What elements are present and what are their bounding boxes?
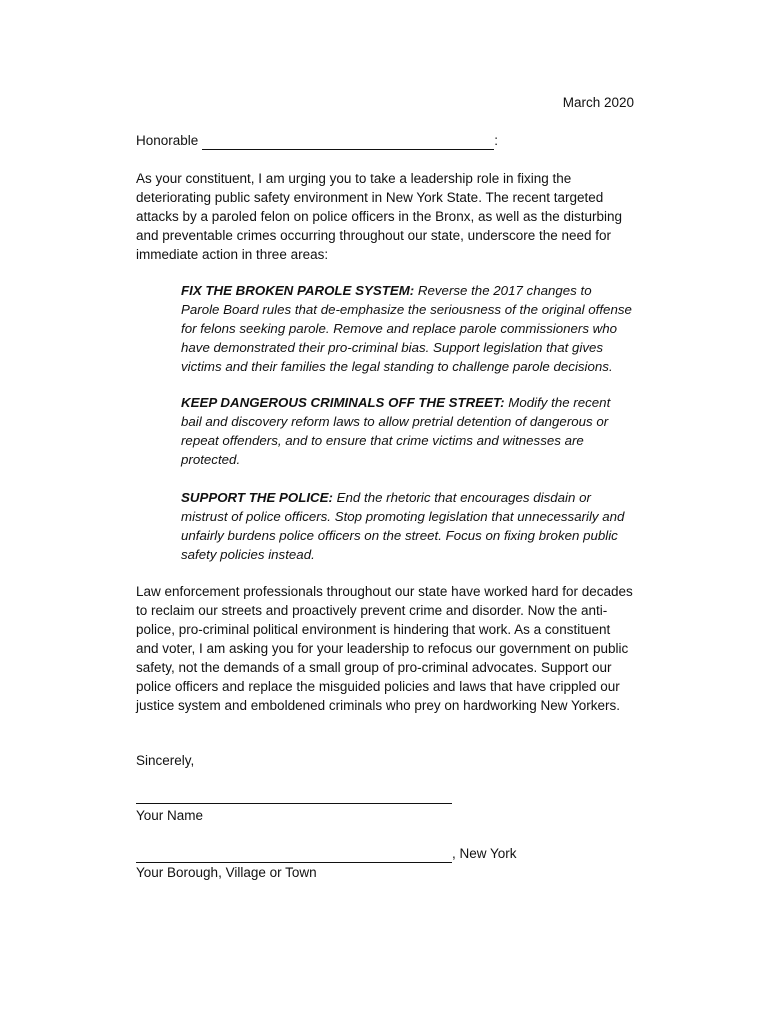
demand-heading: FIX THE BROKEN PAROLE SYSTEM: — [181, 283, 415, 298]
name-signature-line[interactable] — [136, 803, 452, 804]
demand-item-criminals — [181, 393, 633, 469]
salutation-prefix: Honorable — [136, 133, 199, 148]
sign-off: Sincerely, — [136, 753, 195, 768]
town-label: Your Borough, Village or Town — [136, 865, 317, 880]
demand-text: Modify the recent bail and discovery reform laws to allow pretrial detention of dangerous or repeat offenders, and to ensure that crime victims and witnesses are protected. — [181, 395, 611, 467]
closing-paragraph: Law enforcement professionals throughout our state have worked hard for decades to reclaim our streets and proactively prevent crime and disorder. Now the anti-police, pro-criminal political environment is hindering that work. As a constituent and voter, I am asking you for your leadership to refocus our government on public safety, not the demands of a small group of pro-criminal advocates. Support our police officers and replace the misguided policies and laws that have crippled our justice system and emboldened criminals who prey on hardworking New Yorkers. — [136, 584, 633, 713]
recipient-name-blank[interactable] — [202, 135, 494, 150]
demand-text: Reverse the 2017 changes to Parole Board rules that de-emphasize the seriousness of the original offense for felons seeking parole. Remove and replace parole commissioners who have demonstrated their pro-criminal bias. Support legislation that gives victims and their families the legal standing to challenge parole decisions. — [181, 283, 632, 374]
town-blank-line[interactable] — [136, 848, 452, 863]
demand-item-parole — [181, 281, 633, 376]
salutation-suffix: : — [494, 133, 499, 148]
town-row — [136, 844, 517, 863]
state-suffix: , New York — [452, 846, 517, 861]
demand-heading: SUPPORT THE POLICE: — [181, 490, 333, 505]
demand-item-police — [181, 488, 633, 564]
intro-paragraph: As your constituent, I am urging you to take a leadership role in fixing the deteriorating public safety environment in New York State. The recent targeted attacks by a paroled felon on police officers in the Bronx, as well as the disturbing and preventable crimes occurring throughout our state, underscore the need for immediate action in three areas: — [136, 171, 623, 262]
letter-date: March 2020 — [562, 95, 634, 110]
demand-heading: KEEP DANGEROUS CRIMINALS OFF THE STREET: — [181, 395, 505, 410]
name-label: Your Name — [136, 808, 204, 823]
demand-text: End the rhetoric that encourages disdain or mistrust of police officers. Stop promoting legislation that unnecessarily and unfairly burdens police officers on the street. Focus on fixing broken public safety policies instead. — [181, 490, 625, 562]
salutation — [136, 131, 498, 150]
